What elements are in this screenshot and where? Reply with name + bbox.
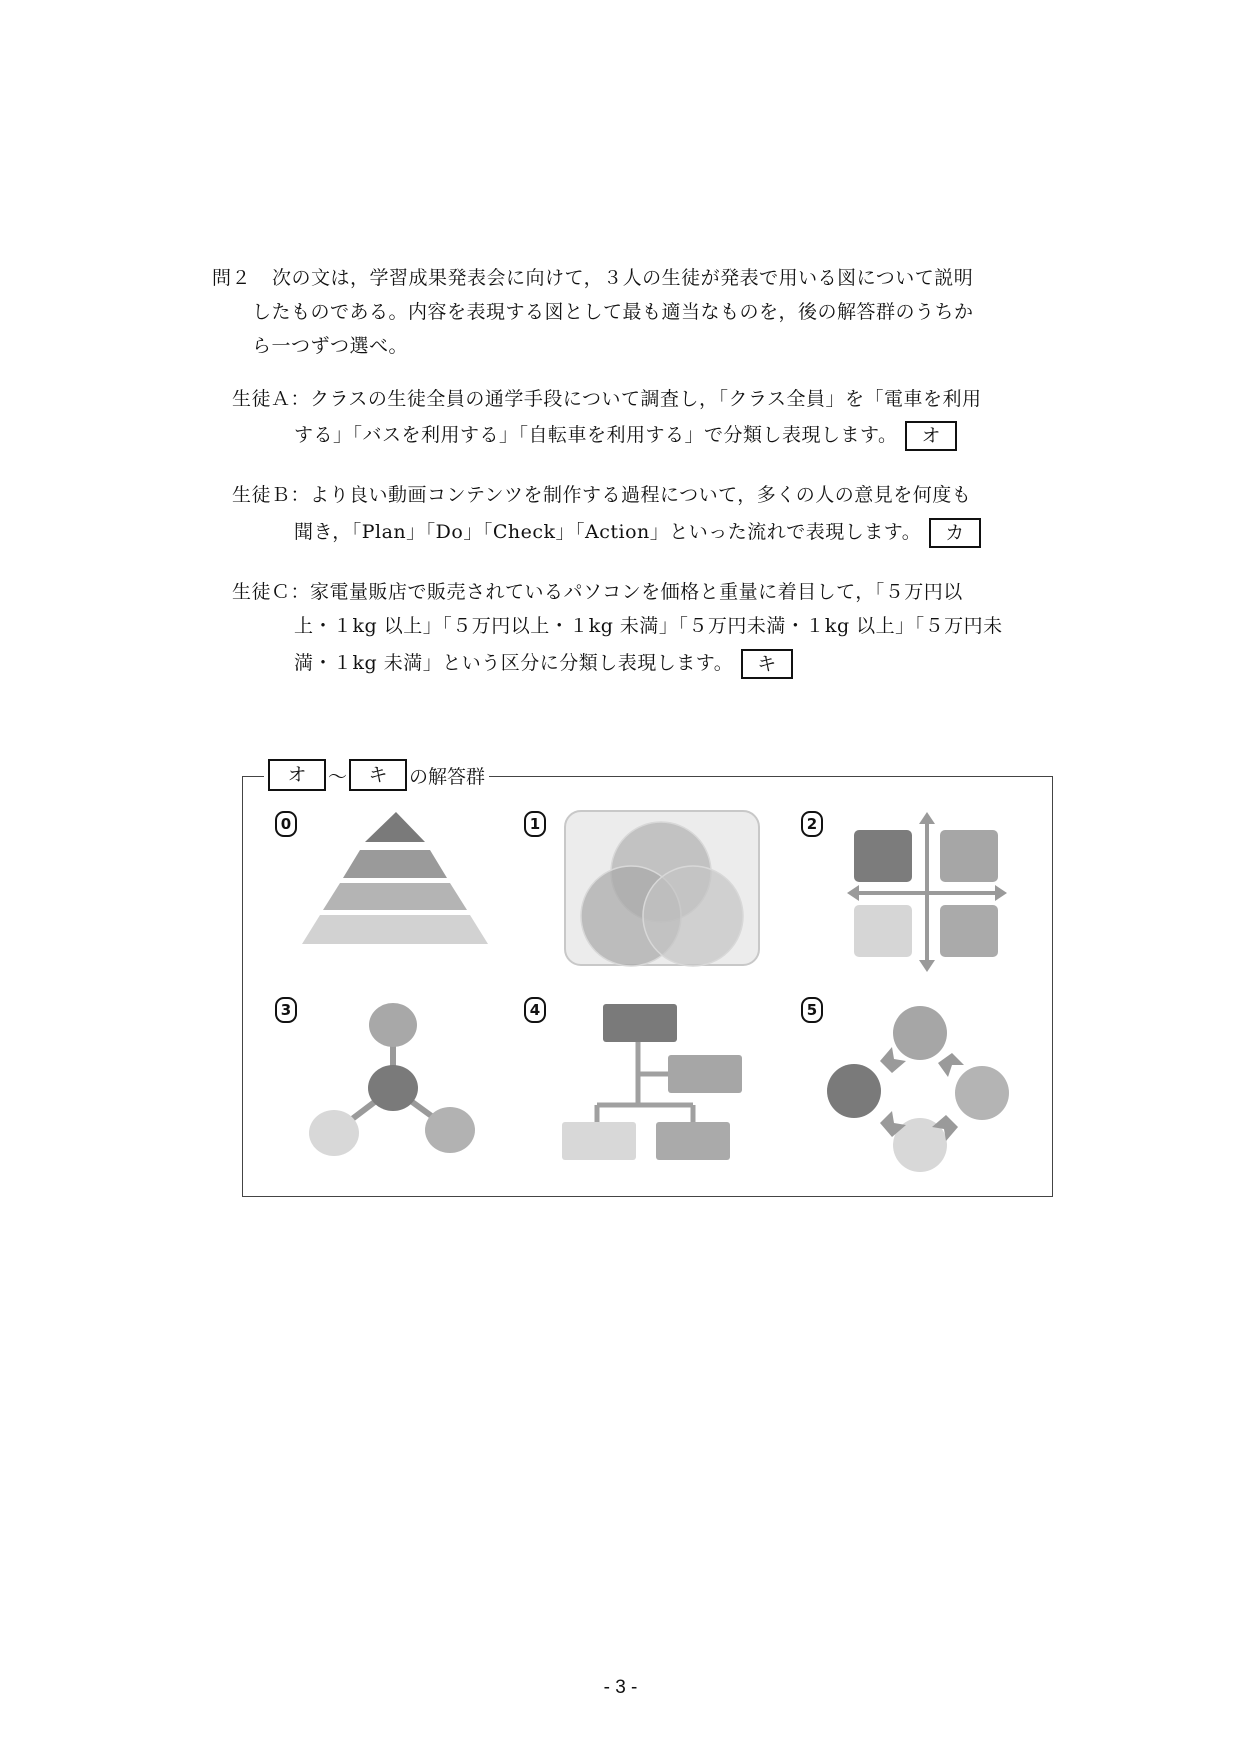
question-text-line: 次の文は，学習成果発表会に向けて，３人の生徒が発表で用いる図について説明	[272, 267, 974, 289]
page-number: - 3 -	[603, 1677, 638, 1698]
matrix-diagram-icon	[847, 812, 1007, 972]
legend-box-to: キ	[349, 759, 407, 791]
option-number-3: 3	[275, 997, 297, 1023]
student-b-text: 生徒Ｂ：より良い動画コンテンツを制作する過程について，多くの人の意見を何度も	[232, 484, 972, 506]
question-text-line: ら一つずつ選べ。	[252, 335, 409, 357]
legend-suffix: の解答群	[409, 765, 486, 788]
option-number-5: 5	[801, 997, 823, 1023]
answer-box-o: オ	[905, 421, 957, 451]
student-c-text: 生徒Ｃ：家電量販店で販売されているパソコンを価格と重量に着目して，「５万円以	[232, 581, 963, 603]
question-label: 問２	[212, 267, 252, 289]
answer-group-legend	[264, 758, 489, 792]
student-b-text: 聞き，「Plan」「Do」「Check」「Action」といった流れで表現します。 カ	[294, 518, 981, 548]
option-number-0: 0	[275, 811, 297, 837]
radial-diagram-icon	[308, 1000, 478, 1160]
student-a-text: 生徒Ａ：クラスの生徒全員の通学手段について調査し，「クラス全員」を「電車を利用	[232, 388, 982, 410]
hierarchy-diagram-icon	[560, 1002, 750, 1162]
option-number-4: 4	[524, 997, 546, 1023]
legend-box-from: オ	[268, 759, 326, 791]
cycle-diagram-icon	[822, 1003, 1012, 1173]
legend-tilde: ～	[328, 765, 348, 788]
answer-box-ka: カ	[929, 518, 981, 548]
student-a-text: する」「バスを利用する」「自転車を利用する」で分類し表現します。 オ	[294, 421, 957, 451]
option-number-2: 2	[801, 811, 823, 837]
student-c-text: 上・１kg 以上」「５万円以上・１kg 未満」「５万円未満・１kg 以上」「５万円未	[294, 615, 1003, 637]
student-c-text: 満・１kg 未満」という区分に分類し表現します。 キ	[294, 649, 793, 679]
pyramid-diagram-icon	[290, 810, 500, 970]
question-text-line: したものである。内容を表現する図として最も適当なものを，後の解答群のうちか	[252, 301, 974, 323]
answer-box-ki: キ	[741, 649, 793, 679]
venn-diagram-icon	[562, 808, 762, 968]
option-number-1: 1	[524, 811, 546, 837]
